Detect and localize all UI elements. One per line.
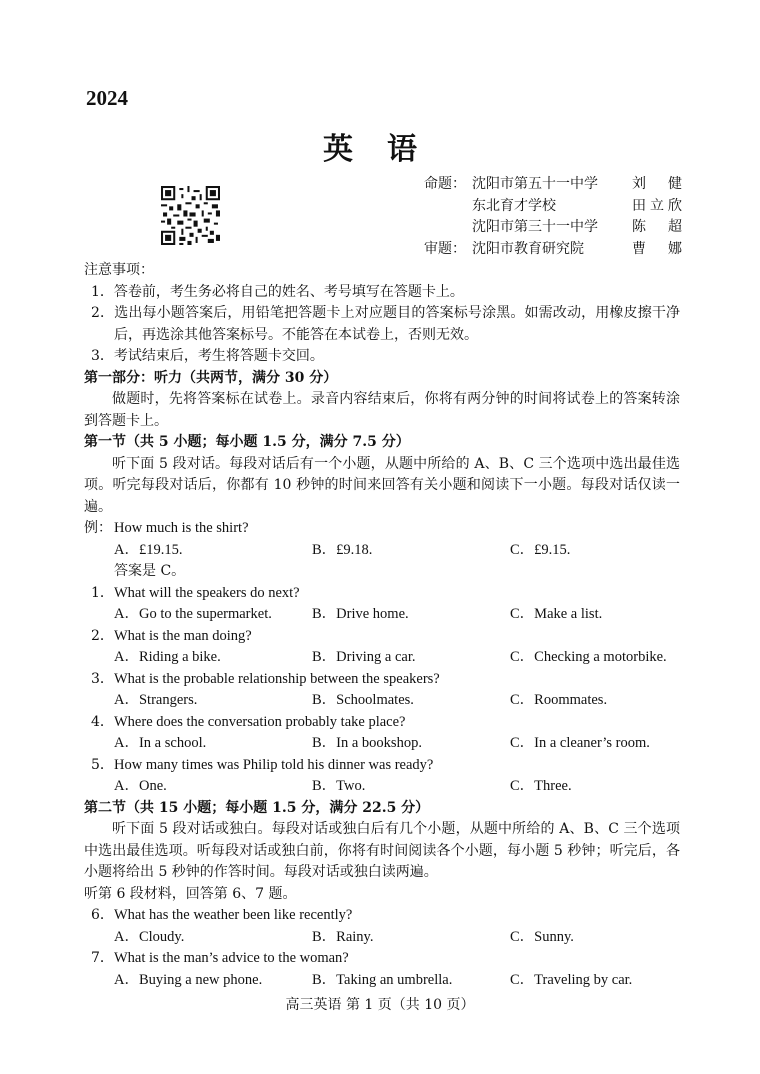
qr-code-icon [161,186,220,245]
question-number: 1． [91,584,114,601]
question-number: 5． [91,756,114,773]
question-item [84,712,680,734]
option-a: A．Buying a new phone. [114,971,263,988]
option-a: A．Cloudy. [114,928,185,945]
question-text: Where does the conversation probably take place? [114,713,406,730]
option-a: A．Go to the supermarket. [114,606,272,622]
option-c: C．Checking a motorbike. [510,649,667,665]
option-b: B．Taking an umbrella. [312,971,453,988]
option-row [84,970,680,992]
question-item [84,948,680,970]
question-text: What is the probable relationship between the speakers? [114,670,440,687]
notice-item: 1．答卷前，考生务必将自己的姓名、考号填写在答题卡上。 [91,283,464,300]
author-role: 命题： [424,176,466,192]
option-b: B．In a bookshop. [312,735,422,751]
option-c: C．Make a list. [510,606,603,622]
option-c: C．Traveling by car. [510,971,633,988]
option-a: A．In a school. [114,735,207,751]
author-org: 沈阳市教育研究院 [472,240,584,257]
question-number: 2． [91,627,114,644]
option-b: B．£9.18. [312,541,373,558]
example-label: 例： [84,520,112,536]
option-b: B．Rainy. [312,928,374,945]
example-answer: 答案是 C。 [114,563,186,579]
option-row [84,540,680,562]
option-c: C．Sunny. [510,928,574,945]
question-item [84,583,680,605]
option-c: C．Three. [510,778,572,794]
material-instruction: 听第 6 段材料，回答第 6、7 题。 [84,885,297,902]
notice-item: 3．考试结束后，考生将答题卡交回。 [91,348,324,364]
question-item [84,905,680,927]
option-c: C．In a cleaner’s room. [510,735,650,751]
question-number: 6． [91,907,114,923]
question-number: 4． [91,713,114,730]
author-list [424,174,682,260]
option-b: B．Driving a car. [312,649,416,665]
option-b: B．Drive home. [312,606,409,622]
author-org: 沈阳市第三十一中学 [472,219,598,235]
option-c: C．£9.15. [510,541,571,558]
exam-year: 2024 [86,86,128,110]
exam-body [84,260,680,991]
page-footer: 高三英语 第 1 页（共 10 页） [285,997,475,1013]
option-row [84,776,680,798]
option-row [84,733,680,755]
author-name: 刘 健 [632,176,682,192]
option-a: A．One. [114,778,167,794]
author-row [424,239,682,261]
author-row [424,217,682,239]
question-item [84,626,680,648]
option-b: B．Schoolmates. [312,692,414,708]
example-question [84,518,680,540]
option-a: A．£19.15. [114,541,183,558]
question-text: What will the speakers do next? [114,584,300,601]
option-row [84,647,680,669]
option-row [84,604,680,626]
author-org: 东北育才学校 [472,197,556,214]
section2-title: 第二节（共 15 小题；每小题 1.5 分，满分 22.5 分） [84,799,430,816]
question-text: How much is the shirt? [114,520,249,536]
author-name: 陈 超 [632,219,682,235]
section2-intro: 听下面 5 段对话或独白。每段对话或独白后有几个小题，从题中所给的 A、B、C 三个选项中选出最佳选项。听每段对话或独白前，你将有时间阅读各个小题，每小题 5 秒钟；听完后，各小题将给出 5 秒钟的作答时间。每段对话或独白读两遍。 [84,821,680,880]
question-text: How many times was Philip told his dinner was ready? [114,756,434,773]
notice-item: 2．选出每小题答案后，用铅笔把答题卡上对应题目的答案标号涂黑。如需改动，用橡皮擦干净后，再选涂其他答案标号。不能答在本试卷上，否则无效。 [91,305,680,343]
author-role [424,217,472,239]
option-row [84,927,680,949]
option-b: B．Two. [312,778,366,794]
author-name: 曹 娜 [632,240,682,257]
author-name: 田立欣 [632,197,682,214]
exam-title: 英语 [323,132,451,167]
notice-title: 注意事项： [84,262,154,278]
option-c: C．Roommates. [510,692,608,708]
question-text: What is the man doing? [114,627,252,644]
question-item [84,669,680,691]
question-text: What is the man’s advice to the woman? [114,950,349,966]
author-row [424,196,682,218]
author-row [424,174,682,196]
part1-title: 第一部分：听力（共两节，满分 30 分） [84,369,338,386]
author-role: 审题： [424,240,466,257]
option-a: A．Riding a bike. [114,649,221,665]
section1-title: 第一节（共 5 小题；每小题 1.5 分，满分 7.5 分） [84,434,410,450]
section1-intro: 听下面 5 段对话。每段对话后有一个小题，从题中所给的 A、B、C 三个选项中选出最佳选项。听完每段对话后，你都有 10 秒钟的时间来回答有关小题和阅读下一小题。每段对话仅读一遍。 [84,455,680,515]
option-a: A．Strangers. [114,692,198,708]
author-org: 沈阳市第五十一中学 [472,176,598,192]
part1-intro: 做题时，先将答案标在试卷上。录音内容结束后，你将有两分钟的时间将试卷上的答案转涂到答题卡上。 [84,391,680,429]
question-number: 7． [91,950,114,966]
question-item [84,755,680,777]
question-text: What has the weather been like recently? [114,907,353,923]
option-row [84,690,680,712]
question-number: 3． [91,670,114,687]
author-role [424,196,472,218]
